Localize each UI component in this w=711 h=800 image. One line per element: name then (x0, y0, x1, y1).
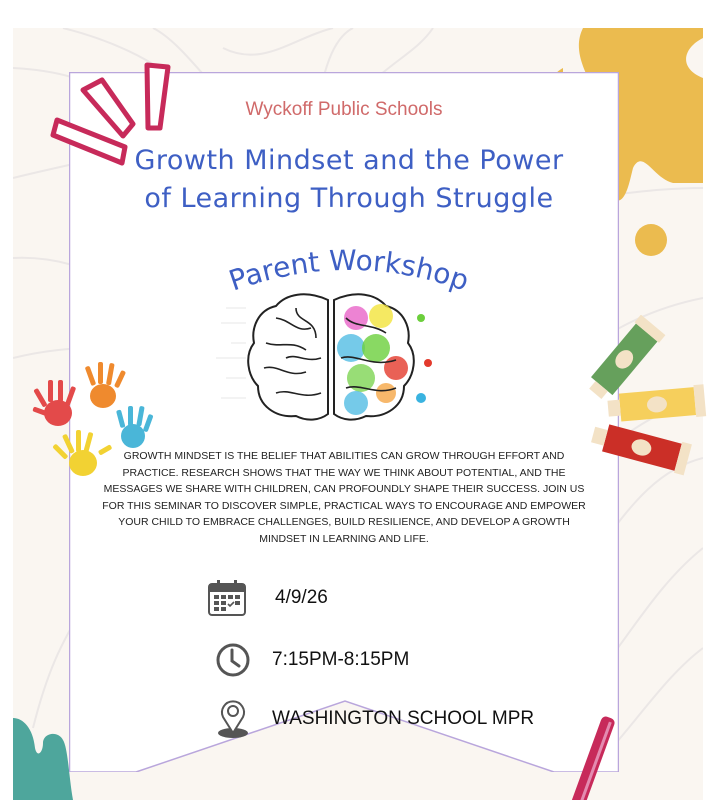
date-row (208, 580, 328, 616)
event-location: WASHINGTON SCHOOL MPR (272, 708, 535, 729)
exclamation-marks-decoration (35, 60, 185, 190)
subtitle-text: Parent Workshop (224, 243, 474, 298)
event-date: 4/9/26 (275, 587, 328, 608)
calendar-icon (208, 580, 246, 616)
paint-tubes-decoration (580, 315, 711, 485)
location-pin-icon (215, 699, 251, 739)
brain-illustration (196, 288, 466, 428)
workshop-description: GROWTH MINDSET IS THE BELIEF THAT ABILITIES CAN GROW THROUGH EFFORT AND PRACTICE. RESEARCH SHOWS THAT THE WAY WE THINK ABOUT POTENTIAL, AND THE MESSAGES WE SHARE WITH CHILDREN, CAN PROFOUNDLY SHAPE THEIR SUCCESS. JOIN US FOR THIS SEMINAR TO DISCOVER SIMPLE, PRACTICAL WAYS TO ENCOURAGE AND EMPOWER YOUR CHILD TO EMBRACE CHALLENGES, BUILD RESILIENCE, AND DEVELOP A GROWTH MINDSET IN LEARNING AND LIFE. (102, 450, 586, 545)
teal-paint-blob (13, 718, 73, 800)
title-line-2: of Learning Through Struggle (144, 183, 554, 214)
handprints-decoration (28, 358, 158, 483)
location-row (215, 699, 534, 739)
pink-marker-decoration (570, 715, 620, 800)
organization-name: Wyckoff Public Schools (245, 99, 443, 120)
clock-icon (215, 642, 251, 678)
title-line-1: Growth Mindset and the Power (134, 145, 564, 176)
time-row (215, 642, 409, 678)
event-time: 7:15PM-8:15PM (272, 649, 410, 670)
